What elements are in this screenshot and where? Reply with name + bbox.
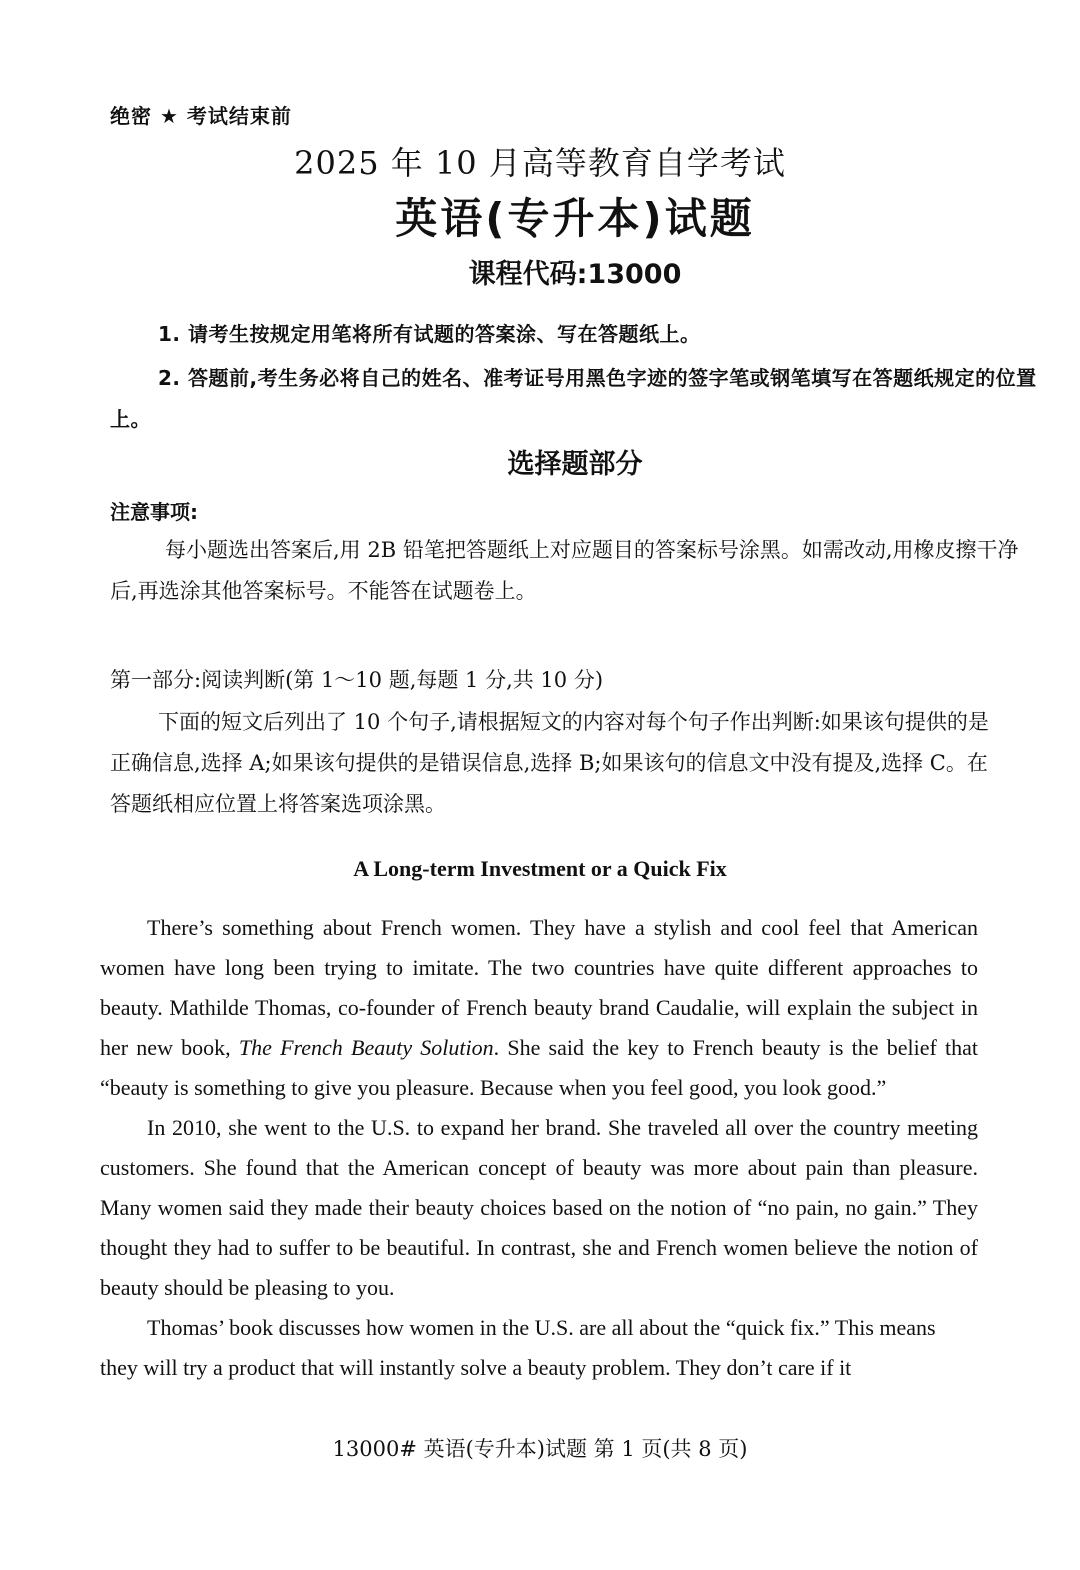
passage-paragraph-1	[100, 908, 978, 1108]
notes-heading: 注意事项:	[110, 500, 198, 524]
notes-text: 每小题选出答案后,用 2B 铅笔把答题纸上对应题目的答案标号涂黑。如需改动,用橡皮擦干净后,再选涂其他答案标号。不能答在试题卷上。	[110, 538, 1019, 603]
p1-text-after: . She said the key to French beauty is the belief that “beauty is something to give you pleasure. Because when you feel good, you look good.”	[100, 1035, 978, 1100]
passage-paragraph-3: Thomas’ book discusses how women in the U.S. are all about the “quick fix.” This means they will try a product that will instantly solve a beauty problem. They don’t care if it	[100, 1315, 936, 1380]
part1-heading: 第一部分:阅读判断(第 1～10 题,每题 1 分,共 10 分)	[110, 668, 604, 692]
p1-text-before: There’s something about French women. They have a stylish and cool feel that American women have long been trying to imitate. The two countries have quite different approaches to beauty. Mathilde Thomas, co-founder of French beauty brand Caudalie, will explain the subject in her new book,	[100, 915, 978, 1060]
instruction-item-1: 1. 请考生按规定用笔将所有试题的答案涂、写在答题纸上。	[158, 322, 701, 346]
course-code: 课程代码:13000	[468, 259, 682, 290]
passage-title: A Long-term Investment or a Quick Fix	[353, 856, 727, 881]
instruction-item-2: 2. 答题前,考生务必将自己的姓名、准考证号用黑色字迹的签字笔或钢笔填写在答题纸规定的位置上。	[110, 366, 1037, 431]
subject-title: 英语(专升本)试题	[395, 194, 755, 243]
exam-title: 2025 年 10 月高等教育自学考试	[294, 144, 786, 182]
confidential-label: 绝密 ★ 考试结束前	[110, 104, 292, 128]
book-title: The French Beauty Solution	[238, 1035, 494, 1060]
page-footer: 13000# 英语(专升本)试题 第 1 页(共 8 页)	[332, 1437, 748, 1461]
section-title: 选择题部分	[507, 449, 643, 480]
part1-directions: 下面的短文后列出了 10 个句子,请根据短文的内容对每个句子作出判断:如果该句提供的是正确信息,选择 A;如果该句提供的是错误信息,选择 B;如果该句的信息文中没有提及,选择 C。在答题纸相应位置上将答案选项涂黑。	[110, 710, 989, 816]
passage-paragraph-2: In 2010, she went to the U.S. to expand her brand. She traveled all over the country meeting customers. She found that the American concept of beauty was more about pain than pleasure. Many women said they made their beauty choices based on the notion of “no pain, no gain.” They thought they had to suffer to be beautiful. In contrast, she and French women believe the notion of beauty should be pleasing to you.	[100, 1115, 978, 1300]
passage-body	[100, 908, 978, 1388]
